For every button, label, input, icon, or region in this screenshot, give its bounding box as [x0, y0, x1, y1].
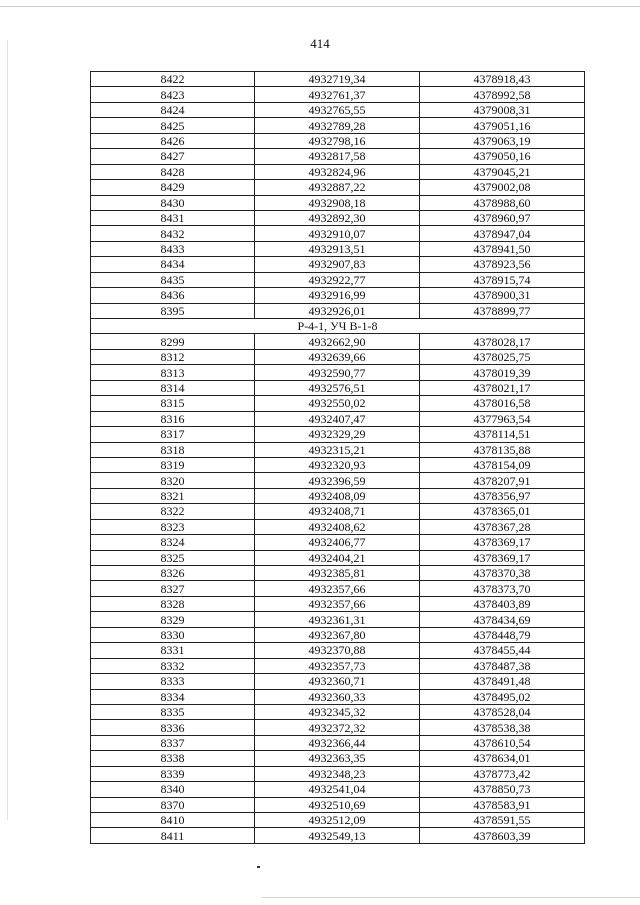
- x-coordinate-cell: 4932372,32: [255, 720, 420, 735]
- x-coordinate-cell: 4932719,34: [255, 72, 420, 87]
- point-number-cell: 8370: [91, 797, 255, 812]
- x-coordinate-cell: 4932407,47: [255, 411, 420, 426]
- table-row: [91, 210, 585, 225]
- point-number-cell: 8432: [91, 226, 255, 241]
- point-number-cell: 8329: [91, 612, 255, 627]
- x-coordinate-cell: 4932590,77: [255, 365, 420, 380]
- point-number-cell: 8427: [91, 149, 255, 164]
- x-coordinate-cell: 4932385,81: [255, 566, 420, 581]
- x-coordinate-cell: 4932541,04: [255, 782, 420, 797]
- x-coordinate-cell: 4932396,59: [255, 473, 420, 488]
- point-number-cell: 8422: [91, 72, 255, 87]
- table-row: [91, 689, 585, 704]
- table-row: [91, 72, 585, 87]
- x-coordinate-cell: 4932916,99: [255, 288, 420, 303]
- y-coordinate-cell: 4378591,55: [420, 813, 585, 828]
- y-coordinate-cell: 4379050,16: [420, 149, 585, 164]
- y-coordinate-cell: 4378373,70: [420, 581, 585, 596]
- point-number-cell: 8320: [91, 473, 255, 488]
- point-number-cell: 8337: [91, 735, 255, 750]
- point-number-cell: 8339: [91, 766, 255, 781]
- y-coordinate-cell: 4378538,38: [420, 720, 585, 735]
- table-row: [91, 180, 585, 195]
- y-coordinate-cell: 4378923,56: [420, 257, 585, 272]
- table-row: [91, 241, 585, 256]
- table-row: [91, 751, 585, 766]
- y-coordinate-cell: 4378918,43: [420, 72, 585, 87]
- table-row: [91, 596, 585, 611]
- x-coordinate-cell: 4932357,66: [255, 596, 420, 611]
- point-number-cell: 8435: [91, 272, 255, 287]
- point-number-cell: 8430: [91, 195, 255, 210]
- page-bottom-edge: [262, 897, 640, 898]
- point-number-cell: 8326: [91, 566, 255, 581]
- y-coordinate-cell: 4378356,97: [420, 488, 585, 503]
- point-number-cell: 8410: [91, 813, 255, 828]
- point-number-cell: 8330: [91, 627, 255, 642]
- y-coordinate-cell: 4378899,77: [420, 303, 585, 318]
- y-coordinate-cell: 4378207,91: [420, 473, 585, 488]
- x-coordinate-cell: 4932576,51: [255, 380, 420, 395]
- table-row: [91, 550, 585, 565]
- x-coordinate-cell: 4932761,37: [255, 87, 420, 102]
- y-coordinate-cell: 4378988,60: [420, 195, 585, 210]
- x-coordinate-cell: 4932360,33: [255, 689, 420, 704]
- table-row: [91, 411, 585, 426]
- point-number-cell: 8428: [91, 164, 255, 179]
- point-number-cell: 8338: [91, 751, 255, 766]
- x-coordinate-cell: 4932824,96: [255, 164, 420, 179]
- x-coordinate-cell: 4932329,29: [255, 427, 420, 442]
- y-coordinate-cell: 4378960,97: [420, 210, 585, 225]
- point-number-cell: 8431: [91, 210, 255, 225]
- x-coordinate-cell: 4932408,09: [255, 488, 420, 503]
- table-row: [91, 102, 585, 117]
- table-row: [91, 535, 585, 550]
- y-coordinate-cell: 4379002,08: [420, 180, 585, 195]
- point-number-cell: 8433: [91, 241, 255, 256]
- y-coordinate-cell: 4378610,54: [420, 735, 585, 750]
- x-coordinate-cell: 4932550,02: [255, 396, 420, 411]
- x-coordinate-cell: 4932639,66: [255, 349, 420, 364]
- coordinates-table-body: [91, 72, 585, 844]
- table-row: [91, 704, 585, 719]
- y-coordinate-cell: 4378947,04: [420, 226, 585, 241]
- y-coordinate-cell: 4378495,02: [420, 689, 585, 704]
- y-coordinate-cell: 4378900,31: [420, 288, 585, 303]
- y-coordinate-cell: 4378448,79: [420, 627, 585, 642]
- x-coordinate-cell: 4932926,01: [255, 303, 420, 318]
- x-coordinate-cell: 4932370,88: [255, 643, 420, 658]
- point-number-cell: 8319: [91, 457, 255, 472]
- table-row: [91, 488, 585, 503]
- point-number-cell: 8331: [91, 643, 255, 658]
- y-coordinate-cell: 4378370,38: [420, 566, 585, 581]
- table-row: [91, 427, 585, 442]
- table-row: [91, 457, 585, 472]
- x-coordinate-cell: 4932367,80: [255, 627, 420, 642]
- table-row: [91, 643, 585, 658]
- y-coordinate-cell: 4378992,58: [420, 87, 585, 102]
- point-number-cell: 8324: [91, 535, 255, 550]
- x-coordinate-cell: 4932345,32: [255, 704, 420, 719]
- table-row: [91, 118, 585, 133]
- x-coordinate-cell: 4932510,69: [255, 797, 420, 812]
- x-coordinate-cell: 4932408,62: [255, 519, 420, 534]
- y-coordinate-cell: 4378369,17: [420, 535, 585, 550]
- x-coordinate-cell: 4932817,58: [255, 149, 420, 164]
- table-row: [91, 720, 585, 735]
- point-number-cell: 8315: [91, 396, 255, 411]
- point-number-cell: 8429: [91, 180, 255, 195]
- y-coordinate-cell: 4378915,74: [420, 272, 585, 287]
- x-coordinate-cell: 4932907,83: [255, 257, 420, 272]
- point-number-cell: 8425: [91, 118, 255, 133]
- table-row: [91, 828, 585, 843]
- y-coordinate-cell: 4378583,91: [420, 797, 585, 812]
- y-coordinate-cell: 4379008,31: [420, 102, 585, 117]
- table-row: [91, 442, 585, 457]
- x-coordinate-cell: 4932789,28: [255, 118, 420, 133]
- point-number-cell: 8332: [91, 658, 255, 673]
- table-row: [91, 195, 585, 210]
- point-number-cell: 8323: [91, 519, 255, 534]
- table-row: [91, 766, 585, 781]
- y-coordinate-cell: 4378491,48: [420, 674, 585, 689]
- section-header-row: [91, 319, 585, 334]
- y-coordinate-cell: 4378021,17: [420, 380, 585, 395]
- x-coordinate-cell: 4932913,51: [255, 241, 420, 256]
- y-coordinate-cell: 4378154,09: [420, 457, 585, 472]
- table-row: [91, 735, 585, 750]
- x-coordinate-cell: 4932360,71: [255, 674, 420, 689]
- table-row: [91, 272, 585, 287]
- x-coordinate-cell: 4932357,73: [255, 658, 420, 673]
- coordinates-table: [90, 71, 585, 844]
- y-coordinate-cell: 4378028,17: [420, 334, 585, 349]
- table-row: [91, 164, 585, 179]
- x-coordinate-cell: 4932798,16: [255, 133, 420, 148]
- x-coordinate-cell: 4932908,18: [255, 195, 420, 210]
- x-coordinate-cell: 4932408,71: [255, 504, 420, 519]
- point-number-cell: 8312: [91, 349, 255, 364]
- table-row: [91, 782, 585, 797]
- table-row: [91, 627, 585, 642]
- point-number-cell: 8434: [91, 257, 255, 272]
- table-row: [91, 674, 585, 689]
- point-number-cell: 8314: [91, 380, 255, 395]
- x-coordinate-cell: 4932910,07: [255, 226, 420, 241]
- table-row: [91, 257, 585, 272]
- table-row: [91, 226, 585, 241]
- table-row: [91, 566, 585, 581]
- y-coordinate-cell: 4378773,42: [420, 766, 585, 781]
- x-coordinate-cell: 4932361,31: [255, 612, 420, 627]
- table-row: [91, 87, 585, 102]
- x-coordinate-cell: 4932363,35: [255, 751, 420, 766]
- point-number-cell: 8333: [91, 674, 255, 689]
- point-number-cell: 8395: [91, 303, 255, 318]
- point-number-cell: 8313: [91, 365, 255, 380]
- x-coordinate-cell: 4932512,09: [255, 813, 420, 828]
- x-coordinate-cell: 4932892,30: [255, 210, 420, 225]
- table-row: [91, 365, 585, 380]
- point-number-cell: 8411: [91, 828, 255, 843]
- x-coordinate-cell: 4932662,90: [255, 334, 420, 349]
- x-coordinate-cell: 4932922,77: [255, 272, 420, 287]
- table-row: [91, 303, 585, 318]
- point-number-cell: 8336: [91, 720, 255, 735]
- x-coordinate-cell: 4932765,55: [255, 102, 420, 117]
- y-coordinate-cell: 4378365,01: [420, 504, 585, 519]
- point-number-cell: 8327: [91, 581, 255, 596]
- table-row: [91, 504, 585, 519]
- table-row: [91, 288, 585, 303]
- y-coordinate-cell: 4377963,54: [420, 411, 585, 426]
- table-row: [91, 658, 585, 673]
- point-number-cell: 8335: [91, 704, 255, 719]
- y-coordinate-cell: 4378367,28: [420, 519, 585, 534]
- point-number-cell: 8334: [91, 689, 255, 704]
- page-left-edge: [7, 40, 8, 820]
- table-row: [91, 396, 585, 411]
- table-row: [91, 380, 585, 395]
- table-row: [91, 149, 585, 164]
- y-coordinate-cell: 4378487,38: [420, 658, 585, 673]
- table-row: [91, 612, 585, 627]
- y-coordinate-cell: 4378369,17: [420, 550, 585, 565]
- point-number-cell: 8318: [91, 442, 255, 457]
- point-number-cell: 8316: [91, 411, 255, 426]
- y-coordinate-cell: 4378434,69: [420, 612, 585, 627]
- page-top-edge: [0, 6, 640, 7]
- y-coordinate-cell: 4378019,39: [420, 365, 585, 380]
- table-row: [91, 581, 585, 596]
- x-coordinate-cell: 4932357,66: [255, 581, 420, 596]
- y-coordinate-cell: 4379051,16: [420, 118, 585, 133]
- point-number-cell: 8436: [91, 288, 255, 303]
- y-coordinate-cell: 4378850,73: [420, 782, 585, 797]
- point-number-cell: 8317: [91, 427, 255, 442]
- x-coordinate-cell: 4932549,13: [255, 828, 420, 843]
- y-coordinate-cell: 4378025,75: [420, 349, 585, 364]
- y-coordinate-cell: 4379045,21: [420, 164, 585, 179]
- point-number-cell: 8424: [91, 102, 255, 117]
- x-coordinate-cell: 4932348,23: [255, 766, 420, 781]
- table-row: [91, 133, 585, 148]
- table-row: [91, 349, 585, 364]
- y-coordinate-cell: 4378114,51: [420, 427, 585, 442]
- section-title: Р-4-1, УЧ В-1-8: [91, 319, 585, 334]
- point-number-cell: 8321: [91, 488, 255, 503]
- x-coordinate-cell: 4932406,77: [255, 535, 420, 550]
- y-coordinate-cell: 4378016,58: [420, 396, 585, 411]
- y-coordinate-cell: 4378603,39: [420, 828, 585, 843]
- table-row: [91, 473, 585, 488]
- scan-mark: [257, 866, 260, 868]
- x-coordinate-cell: 4932366,44: [255, 735, 420, 750]
- y-coordinate-cell: 4378528,04: [420, 704, 585, 719]
- y-coordinate-cell: 4378403,89: [420, 596, 585, 611]
- y-coordinate-cell: 4378634,01: [420, 751, 585, 766]
- point-number-cell: 8340: [91, 782, 255, 797]
- x-coordinate-cell: 4932315,21: [255, 442, 420, 457]
- point-number-cell: 8325: [91, 550, 255, 565]
- point-number-cell: 8423: [91, 87, 255, 102]
- y-coordinate-cell: 4379063,19: [420, 133, 585, 148]
- table-row: [91, 519, 585, 534]
- point-number-cell: 8426: [91, 133, 255, 148]
- y-coordinate-cell: 4378455,44: [420, 643, 585, 658]
- x-coordinate-cell: 4932320,93: [255, 457, 420, 472]
- point-number-cell: 8328: [91, 596, 255, 611]
- x-coordinate-cell: 4932404,21: [255, 550, 420, 565]
- x-coordinate-cell: 4932887,22: [255, 180, 420, 195]
- table-row: [91, 797, 585, 812]
- point-number-cell: 8299: [91, 334, 255, 349]
- point-number-cell: 8322: [91, 504, 255, 519]
- y-coordinate-cell: 4378941,50: [420, 241, 585, 256]
- y-coordinate-cell: 4378135,88: [420, 442, 585, 457]
- table-row: [91, 813, 585, 828]
- page-number: 414: [310, 36, 330, 51]
- table-row: [91, 334, 585, 349]
